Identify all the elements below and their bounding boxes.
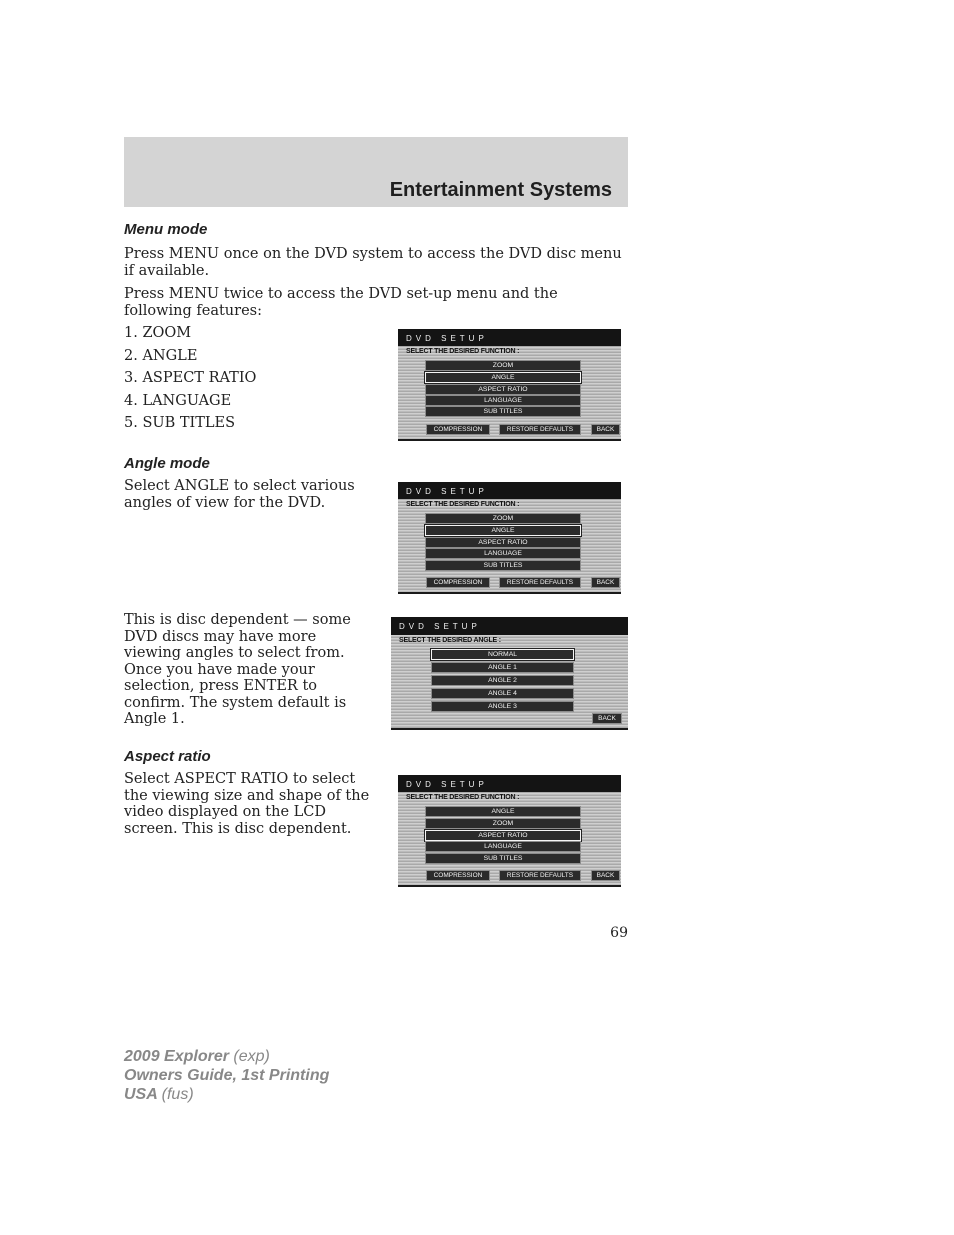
compression-button: COMPRESSION [426,424,490,435]
screen-prompt: SELECT THE DESIRED ANGLE : [399,637,501,644]
back-button: BACK [592,713,622,724]
angle-mode-paragraph-2: This is disc dependent — some DVD discs may have more viewing angles to select from. Once you have made your selection, press ENTER to confirm. The system default is Angle 1. [124,612,351,727]
option-angle: ANGLE [425,525,581,536]
back-button: BACK [591,577,620,588]
option-angle: ANGLE [425,372,581,383]
option-angle: ANGLE [425,806,581,817]
screen-prompt: SELECT THE DESIRED FUNCTION : [406,794,520,801]
back-button: BACK [591,870,620,881]
screen-prompt: SELECT THE DESIRED FUNCTION : [406,348,520,355]
option-zoom: ZOOM [425,818,581,829]
footer-model-code: (exp) [233,1048,270,1065]
menu-mode-heading: Menu mode [124,221,208,238]
feature-item: 4. LANGUAGE [124,392,232,409]
footer-edition-info [124,1047,329,1104]
feature-item: 5. SUB TITLES [124,415,236,431]
feature-list [124,325,256,438]
option-aspect-ratio: ASPECT RATIO [425,384,581,395]
dvd-setup-screen-angle-select [391,617,628,730]
screen-prompt: SELECT THE DESIRED FUNCTION : [406,501,520,508]
footer-line-1 [124,1047,329,1066]
option-language: LANGUAGE [425,395,581,406]
footer-model: 2009 Explorer [124,1048,229,1065]
restore-defaults-button: RESTORE DEFAULTS [499,424,581,435]
compression-button: COMPRESSION [426,577,490,588]
option-sub-titles: SUB TITLES [425,560,581,571]
menu-mode-paragraph-2: Press MENU twice to access the DVD set-up menu and the following features: [124,286,558,319]
footer-market-code: (fus) [161,1086,194,1103]
dvd-setup-screen-aspect-highlight [398,775,621,887]
dvd-setup-screen-angle-highlight [398,482,621,594]
option-sub-titles: SUB TITLES [425,853,581,864]
header-band [124,137,628,207]
screen-title-bar: DVD SETUP [398,329,621,346]
option-zoom: ZOOM [425,513,581,524]
footer-line-3 [124,1085,329,1104]
feature-item: 3. ASPECT RATIO [124,370,257,386]
footer-line-2: Owners Guide, 1st Printing [124,1067,330,1084]
option-angle-3: ANGLE 3 [431,701,574,712]
option-angle-4: ANGLE 4 [431,688,574,699]
option-language: LANGUAGE [425,548,581,559]
feature-item: 1. ZOOM [124,325,192,341]
screen-title-bar: DVD SETUP [391,617,628,635]
option-aspect-ratio: ASPECT RATIO [425,830,581,841]
dvd-setup-screen-function-menu [398,329,621,441]
option-angle-1: ANGLE 1 [431,662,574,673]
footer-market: USA [124,1086,158,1103]
aspect-ratio-heading: Aspect ratio [124,748,211,765]
option-aspect-ratio: ASPECT RATIO [425,537,581,548]
angle-mode-paragraph-1: Select ANGLE to select various angles of view for the DVD. [124,478,355,511]
section-title: Entertainment Systems [389,179,612,201]
option-angle-2: ANGLE 2 [431,675,574,686]
aspect-ratio-paragraph: Select ASPECT RATIO to select the viewing size and shape of the video displayed on the LCD screen. This is disc dependent. [124,771,370,837]
feature-item: 2. ANGLE [124,347,198,364]
option-sub-titles: SUB TITLES [425,406,581,417]
restore-defaults-button: RESTORE DEFAULTS [499,870,581,881]
angle-mode-heading: Angle mode [124,455,210,472]
back-button: BACK [591,424,620,435]
option-zoom: ZOOM [425,360,581,371]
screen-title-bar: DVD SETUP [398,775,621,792]
screen-title-bar: DVD SETUP [398,482,621,499]
option-language: LANGUAGE [425,841,581,852]
restore-defaults-button: RESTORE DEFAULTS [499,577,581,588]
option-normal: NORMAL [431,649,574,660]
page-number: 69 [610,925,628,941]
compression-button: COMPRESSION [426,870,490,881]
menu-mode-paragraph-1: Press MENU once on the DVD system to access the DVD disc menu if available. [124,246,622,279]
